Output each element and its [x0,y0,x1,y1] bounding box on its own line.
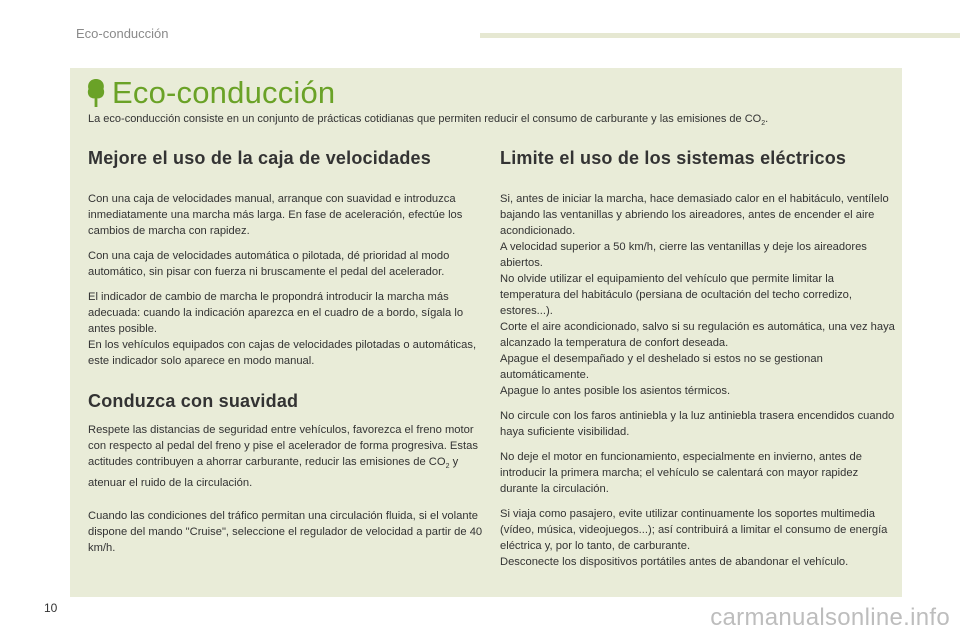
electric-line: Corte el aire acondicionado, salvo si su regulación es automática, una vez haya alcanzado la temperatura de confort deseada. [500,321,895,349]
electric-paragraph: No circule con los faros antiniebla y la luz antiniebla trasera encendidos cuando haya suficiente visibilidad. [500,410,895,438]
gearbox-paragraph: Con una caja de velocidades manual, arranque con suavidad e introduzca inmediatamente una marcha más larga. En fase de aceleración, efectúe los cambios de marcha con rapidez. [88,193,463,237]
electric-heading: Limite el uso de los sistemas eléctricos [500,148,847,168]
left-column [88,148,483,556]
tree-icon [86,78,106,108]
main-title: Eco-conducción [112,75,336,110]
electric-line: Si, antes de iniciar la marcha, hace demasiado calor en el habitáculo, ventílelo bajando las ventanillas y abriendo los aireadores, antes de encender el aire acondicionado. [500,193,889,237]
header-rule [480,33,960,38]
electric-paragraph-block [500,191,895,399]
gearbox-heading: Mejore el uso de la caja de velocidades [88,148,431,168]
gearbox-paragraph: En los vehículos equipados con cajas de velocidades pilotadas o automáticas, este indicador solo aparece en modo manual. [88,339,477,367]
running-header: Eco-conducción [76,26,169,41]
electric-line: A velocidad superior a 50 km/h, cierre las ventanillas y deje los aireadores abiertos. [500,241,867,269]
smooth-paragraph: Cuando las condiciones del tráfico permitan una circulación fluida, si el volante dispone del mando "Cruise", seleccione el regulador de velocidad a partir de 40 km/h. [88,510,483,555]
intro-text: La eco-conducción consiste en un conjunto de prácticas cotidianas que permiten reducir el consumo de carburante y las emisiones de $CO_2$. [88,113,769,128]
gearbox-paragraph: El indicador de cambio de marcha le propondrá introducir la marcha más adecuada: cuando la indicación aparezca en el cuadro de a bordo, sígala lo antes posible. [88,291,464,335]
page-number: 10 [44,601,58,615]
electric-line: Apague el desempañado y el deshelado si estos no se gestionan automáticamente. [500,353,823,381]
gearbox-paragraph: Con una caja de velocidades automática o pilotada, dé prioridad al modo automático, sin pisar con fuerza ni bruscamente el pedal del acelerador. [88,250,450,278]
title-row [86,76,335,110]
electric-paragraph: Desconecte los dispositivos portátiles antes de abandonar el vehículo. [500,556,849,568]
watermark: carmanualsonline.info [710,604,950,631]
smooth-heading: Conduzca con suavidad [88,391,299,411]
smooth-paragraph: Respete las distancias de seguridad entre vehículos, favorezca el freno motor con respecto al pedal del freno y pise el acelerador de forma progresiva. Estas actitudes contribuyen a ahorrar carburante, reducir las emisiones de $CO_2$ y atenuar el ruido de la circulación. [88,424,478,490]
electric-paragraph: Si viaja como pasajero, evite utilizar continuamente los soportes multimedia (vídeo, música, videojuegos...); así contribuirá a limitar el consumo de energía eléctrica y, por lo tanto, de carburante. [500,508,888,552]
electric-line: Apague lo antes posible los asientos térmicos. [500,385,731,397]
electric-line: No olvide utilizar el equipamiento del vehículo que permite limitar la temperatura del habitáculo (persiana de ocultación del techo corredizo, estores...). [500,273,852,317]
right-column [500,148,895,570]
eco-panel [70,68,902,597]
electric-paragraph: No deje el motor en funcionamiento, especialmente en invierno, antes de introducir la primera marcha; el vehículo se calentará con mayor rapidez durante la circulación. [500,451,862,495]
